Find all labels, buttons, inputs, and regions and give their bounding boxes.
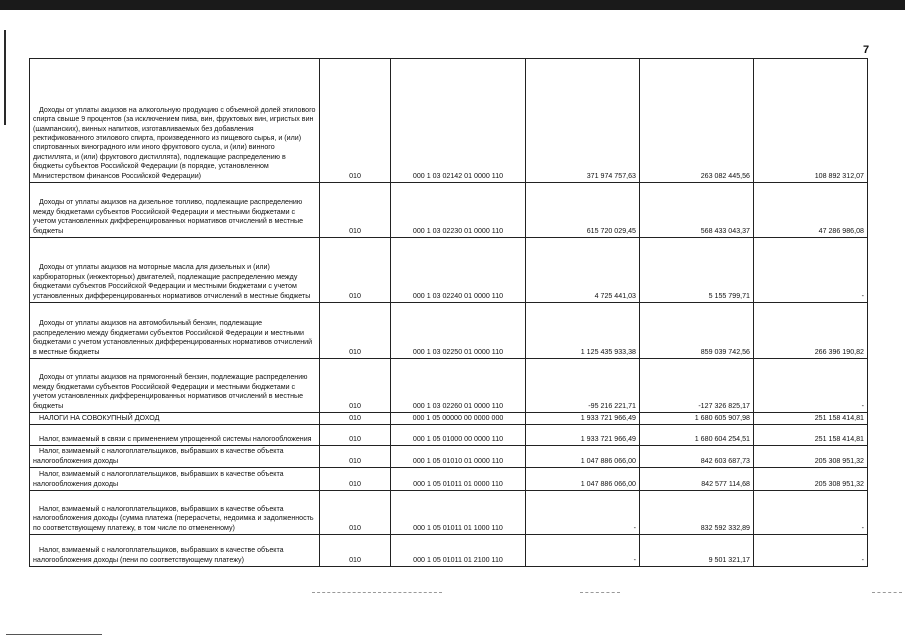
row-executed: 568 433 043,37 <box>640 183 754 238</box>
row-name: Налог, взимаемый с налогоплательщиков, выбравших в качестве объекта налогообложения доходы (пени по соответствующему платежу) <box>30 535 320 567</box>
scan-artifact <box>872 592 902 594</box>
row-unexecuted: 205 308 951,32 <box>754 446 868 468</box>
scan-left-mark <box>4 30 6 125</box>
row-line-code: 010 <box>320 183 391 238</box>
row-line-code: 010 <box>320 59 391 183</box>
row-executed: 842 577 114,68 <box>640 468 754 491</box>
scan-top-border <box>0 0 905 10</box>
row-name: Доходы от уплаты акцизов на автомобильный бензин, подлежащие распределению между бюджетами субъектов Российской Федерации и местными бюджетами с учетом установленных дифференцированных нормативов отчислений в местные бюджеты <box>30 303 320 359</box>
row-budget-code: 000 1 03 02230 01 0000 110 <box>391 183 526 238</box>
row-budget-code: 000 1 05 00000 00 0000 000 <box>391 413 526 425</box>
row-unexecuted: 251 158 414,81 <box>754 413 868 425</box>
row-name: Доходы от уплаты акцизов на прямогонный бензин, подлежащие распределению между бюджетами субъектов Российской Федерации и местными бюджетами с учетом установленных дифференцированных нормативов отчислений в местные бюджеты <box>30 359 320 413</box>
row-budget-code: 000 1 05 01011 01 1000 110 <box>391 491 526 535</box>
row-line-code: 010 <box>320 535 391 567</box>
scan-artifact <box>580 592 620 594</box>
row-name: Налог, взимаемый с налогоплательщиков, выбравших в качестве объекта налогообложения доходы <box>30 468 320 491</box>
table-row <box>30 238 868 303</box>
row-approved: - <box>526 535 640 567</box>
row-budget-code: 000 1 03 02142 01 0000 110 <box>391 59 526 183</box>
row-approved: - <box>526 491 640 535</box>
row-executed: 9 501 321,17 <box>640 535 754 567</box>
row-line-code: 010 <box>320 359 391 413</box>
row-name: НАЛОГИ НА СОВОКУПНЫЙ ДОХОД <box>30 413 320 425</box>
row-budget-code: 000 1 05 01011 01 2100 110 <box>391 535 526 567</box>
revenue-table <box>29 58 868 567</box>
row-line-code: 010 <box>320 446 391 468</box>
row-executed: 859 039 742,56 <box>640 303 754 359</box>
row-unexecuted: - <box>754 359 868 413</box>
row-line-code: 010 <box>320 491 391 535</box>
row-unexecuted: 47 286 986,08 <box>754 183 868 238</box>
table-row <box>30 468 868 491</box>
row-approved: 371 974 757,63 <box>526 59 640 183</box>
row-approved: 1 047 886 066,00 <box>526 468 640 491</box>
row-name: Доходы от уплаты акцизов на алкогольную продукцию с объемной долей этилового спирта свыше 9 процентов (за исключением пива, вин, фруктовых вин, игристых вин (шампанских), винных напитков, изготавливаемых без добавления ректификованного этилового спирта, произведенного из пищевого сырья, и (или) спиртованных виноградного или иного фруктового сусла, и (или) винного дистиллята, и (или) фруктового дистиллята), подлежащие распределению в бюджеты субъектов Российской Федерации (в порядке, установленном Министерством финансов Российской Федерации) <box>30 59 320 183</box>
row-executed: 842 603 687,73 <box>640 446 754 468</box>
table-row <box>30 446 868 468</box>
row-approved: 1 047 886 066,00 <box>526 446 640 468</box>
row-unexecuted: - <box>754 491 868 535</box>
row-unexecuted: 205 308 951,32 <box>754 468 868 491</box>
row-unexecuted: 251 158 414,81 <box>754 425 868 446</box>
row-line-code: 010 <box>320 413 391 425</box>
row-approved: 4 725 441,03 <box>526 238 640 303</box>
row-approved: 615 720 029,45 <box>526 183 640 238</box>
row-budget-code: 000 1 03 02260 01 0000 110 <box>391 359 526 413</box>
row-name: Налог, взимаемый с налогоплательщиков, выбравших в качестве объекта налогообложения доходы <box>30 446 320 468</box>
row-line-code: 010 <box>320 425 391 446</box>
table-row <box>30 535 868 567</box>
page-number: 7 <box>863 44 870 56</box>
scan-artifact <box>312 592 442 594</box>
row-budget-code: 000 1 03 02250 01 0000 110 <box>391 303 526 359</box>
row-executed: -127 326 825,17 <box>640 359 754 413</box>
row-line-code: 010 <box>320 468 391 491</box>
table-row <box>30 59 868 183</box>
row-line-code: 010 <box>320 238 391 303</box>
row-approved: 1 125 435 933,38 <box>526 303 640 359</box>
row-budget-code: 000 1 05 01011 01 0000 110 <box>391 468 526 491</box>
row-unexecuted: 266 396 190,82 <box>754 303 868 359</box>
row-name: Доходы от уплаты акцизов на дизельное топливо, подлежащие распределению между бюджетами субъектов Российской Федерации и местными бюджетами с учетом установленных дифференцированных нормативов отчислений в местные бюджеты <box>30 183 320 238</box>
row-unexecuted: - <box>754 238 868 303</box>
row-executed: 5 155 799,71 <box>640 238 754 303</box>
table-row <box>30 413 868 425</box>
row-name: Налог, взимаемый в связи с применением упрощенной системы налогообложения <box>30 425 320 446</box>
table-row <box>30 303 868 359</box>
table-row <box>30 183 868 238</box>
row-approved: -95 216 221,71 <box>526 359 640 413</box>
table-row <box>30 359 868 413</box>
row-line-code: 010 <box>320 303 391 359</box>
row-executed: 1 680 605 907,98 <box>640 413 754 425</box>
row-executed: 263 082 445,56 <box>640 59 754 183</box>
row-executed: 1 680 604 254,51 <box>640 425 754 446</box>
row-approved: 1 933 721 966,49 <box>526 413 640 425</box>
row-unexecuted: - <box>754 535 868 567</box>
row-unexecuted: 108 892 312,07 <box>754 59 868 183</box>
row-budget-code: 000 1 03 02240 01 0000 110 <box>391 238 526 303</box>
table-row <box>30 425 868 446</box>
row-budget-code: 000 1 05 01000 00 0000 110 <box>391 425 526 446</box>
row-budget-code: 000 1 05 01010 01 0000 110 <box>391 446 526 468</box>
table-row <box>30 491 868 535</box>
row-name: Доходы от уплаты акцизов на моторные масла для дизельных и (или) карбюраторных (инжекторных) двигателей, подлежащие распределению между бюджетами субъектов Российской Федерации и местными бюджетами с учетом установленных дифференцированных нормативов отчислений в местные бюджеты <box>30 238 320 303</box>
row-approved: 1 933 721 966,49 <box>526 425 640 446</box>
row-executed: 832 592 332,89 <box>640 491 754 535</box>
scan-bottom-line <box>6 634 102 635</box>
row-name: Налог, взимаемый с налогоплательщиков, выбравших в качестве объекта налогообложения доходы (сумма платежа (перерасчеты, недоимка и задолженность по соответствующему платежу, в том числе по отмененному) <box>30 491 320 535</box>
